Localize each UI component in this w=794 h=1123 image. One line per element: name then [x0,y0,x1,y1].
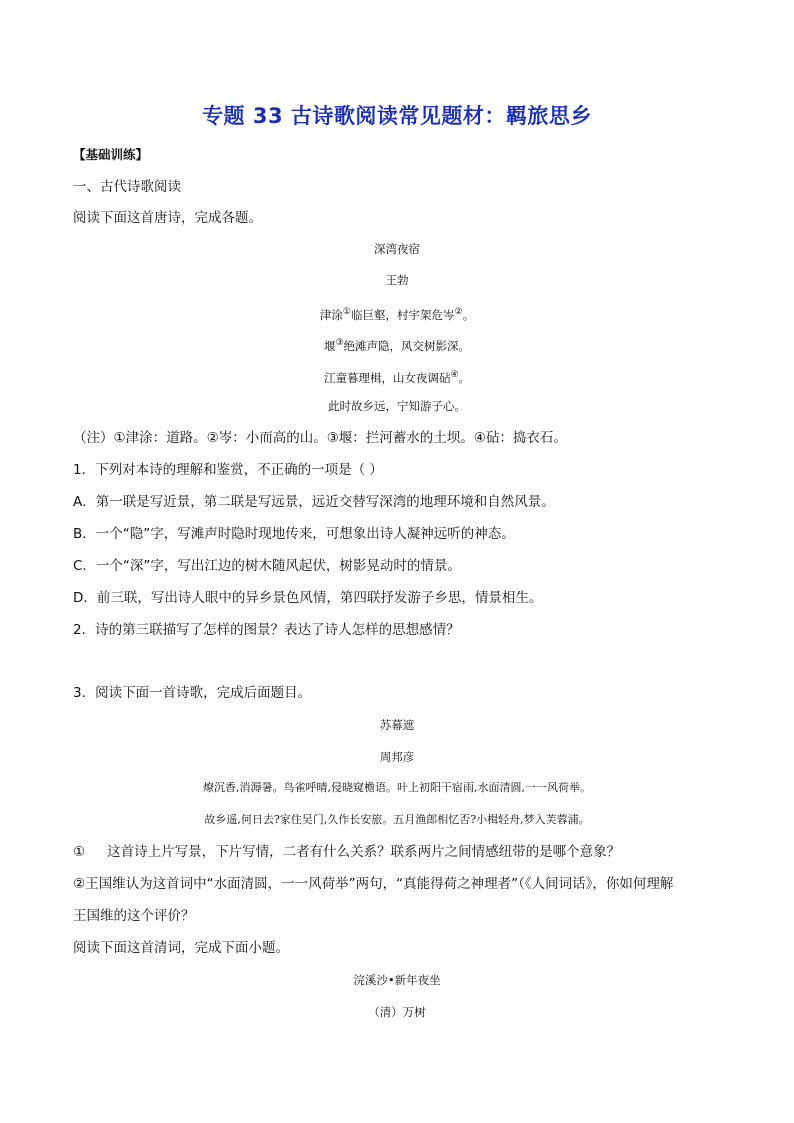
poem2-author: 周邦彦 [379,750,415,764]
question-2: 2．诗的第三联描写了怎样的图景？表达了诗人怎样的思想感情？ [73,622,460,638]
part1-instruction: 阅读下面这首唐诗，完成各题。 [73,210,262,226]
poem2-line: 故乡遥,何日去?家住吴门,久作长安旅。五月渔郎相忆否?小楫轻舟,梦入芙蓉浦。 [204,813,590,826]
poem1-line: 堰③绝滩声隐，风交树影深。 [323,338,471,353]
option-a: A．第一联是写近景，第二联是写远景，远近交替写深湾的地理环境和自然风景。 [73,494,555,510]
section-tag: 【基础训练】 [73,147,149,162]
part4-instruction: 阅读下面这首清词，完成下面小题。 [73,940,289,956]
poem3-title: 浣溪沙•新年夜坐 [353,973,441,987]
question-3a: ① 这首诗上片写景，下片写情，二者有什么关系？联系两片之间情感纽带的是哪个意象？ [73,844,621,860]
poem2-line: 燎沉香,消溽暑。鸟雀呼晴,侵晓窥檐语。叶上初阳干宿雨,水面清圆,一一风荷举。 [203,781,591,794]
question-3-instruction: 3．阅读下面一首诗歌，完成后面题目。 [73,685,312,701]
question-3b-cont: 王国维的这个评价？ [73,908,195,924]
poem2-title: 苏幕遮 [379,718,415,732]
question-1: 1．下列对本诗的理解和鉴赏，不正确的一项是（ ） [73,462,383,478]
page-title: 专题 33 古诗歌阅读常见题材：羁旅思乡 [202,104,592,128]
option-d: D．前三联，写出诗人眼中的异乡景色风情，第四联抒发游子乡思，情景相生。 [73,590,543,606]
annotation-notes: （注）①津涂：道路。②岑：小而高的山。③堰：拦河蓄水的土坝。④砧：捣衣石。 [73,430,567,446]
part1-heading: 一、古代诗歌阅读 [73,179,181,195]
poem1-line: 此时故乡远，宁知游子心。 [328,399,466,413]
poem1-title: 深湾夜宿 [374,242,420,256]
poem3-author: （清）万树 [368,1005,426,1019]
option-b: B．一个“隐”字，写滩声时隐时现地传来，可想象出诗人凝神远听的神态。 [73,526,515,542]
poem1-author: 王勃 [385,273,409,287]
question-3b: ②王国维认为这首词中“水面清圆，一一风荷举”两句，“真能得荷之神理者”（《人间词话》，你如何理解 [73,876,674,892]
poem1-line: 津涂①临巨壑，村宇架危岑②。 [319,307,475,322]
poem1-line: 江童暮理楫，山女夜调砧④。 [323,370,471,385]
question-3a-marker: ① [73,844,86,860]
option-c: C．一个“深”字，写出江边的树木随风起伏，树影晃动时的情景。 [73,558,461,574]
